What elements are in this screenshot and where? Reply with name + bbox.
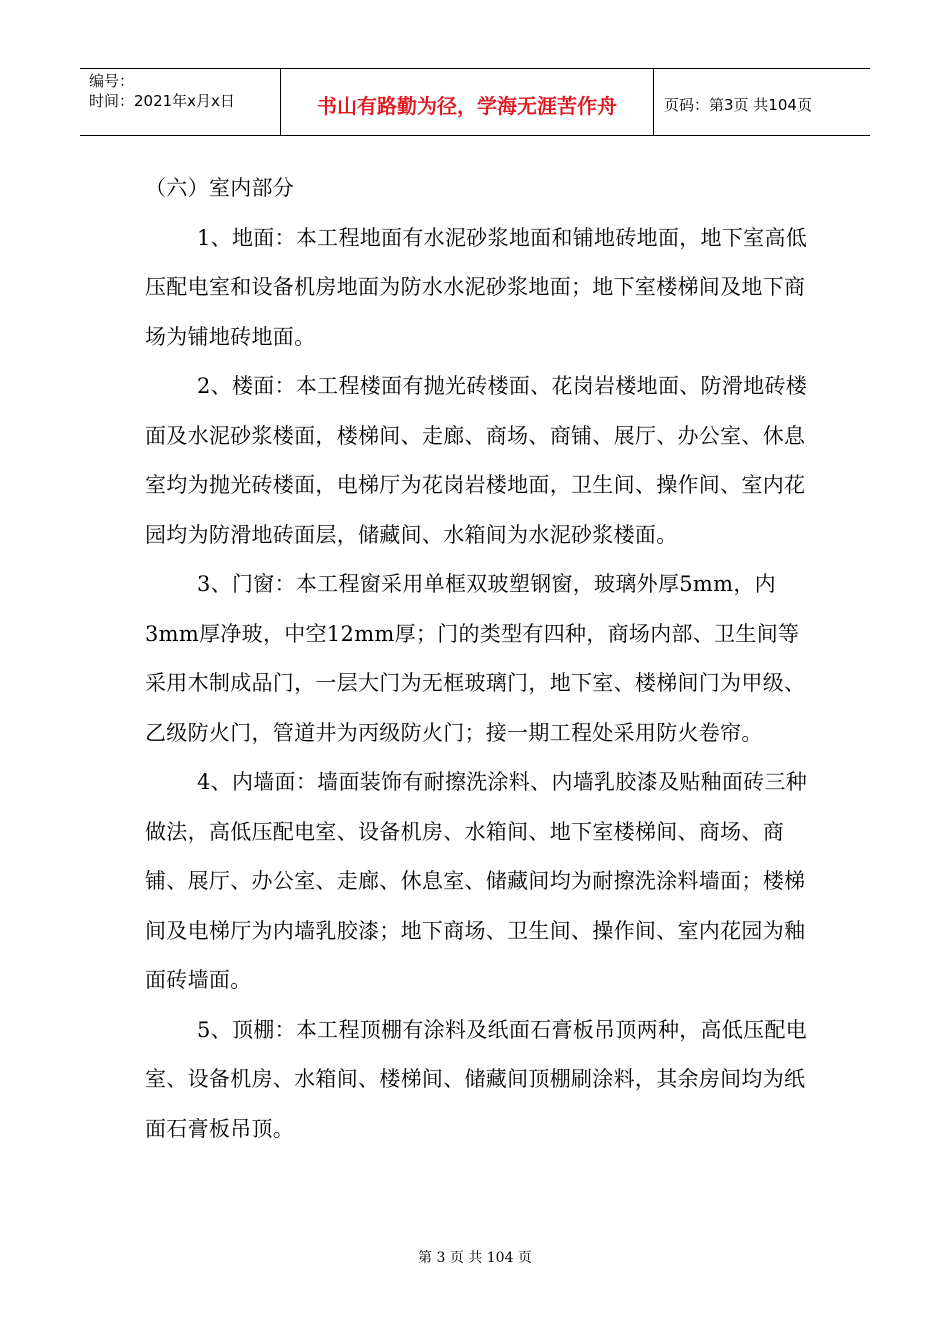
page-footer: 第 3 页 共 104 页 [418, 1250, 532, 1266]
header-meta [80, 69, 281, 135]
serial-label: 编号： [89, 72, 135, 90]
header-page-info: 页码：第3页 共104页 [664, 95, 812, 114]
paragraph-doors-windows: 3、门窗：本工程窗采用单框双玻塑钢窗，玻璃外厚5mm，内3mm厚净玻，中空12mm厚；门的类型有四种，商场内部、卫生间等采用木制成品门，一层大门为无框玻璃门，地下室、楼梯间门为甲级、乙级防火门，管道井为丙级防火门；接一期工程处采用防火卷帘。 [145, 572, 806, 745]
header-motto: 书山有路勤为径，学海无涯苦作舟 [281, 69, 654, 135]
paragraph-floor: 1、地面：本工程地面有水泥砂浆地面和铺地砖地面，地下室高低压配电室和设备机房地面为防水水泥砂浆地面；地下室楼梯间及地下商场为铺地砖地面。 [145, 225, 808, 349]
paragraph-interior-walls: 4、内墙面：墙面装饰有耐擦洗涂料、内墙乳胶漆及贴釉面砖三种做法，高低压配电室、设备机房、水箱间、地下室楼梯间、商场、商铺、展厅、办公室、走廊、休息室、储藏间均为耐擦洗涂料墙面；楼梯间及电梯厅为内墙乳胶漆；地下商场、卫生间、操作间、室内花园为釉面砖墙面。 [145, 770, 808, 992]
date-line: 时间：2021年x月x日 [89, 92, 235, 110]
document-body [145, 164, 813, 1154]
paragraph-storey-floor: 2、楼面：本工程楼面有抛光砖楼面、花岗岩楼地面、防滑地砖楼面及水泥砂浆楼面，楼梯间、走廊、商场、商铺、展厅、办公室、休息室均为抛光砖楼面，电梯厅为花岗岩楼地面，卫生间、操作间、室内花园均为防滑地砖面层，储藏间、水箱间为水泥砂浆楼面。 [145, 374, 808, 547]
page-header [80, 68, 870, 136]
paragraph-ceiling: 5、顶棚：本工程顶棚有涂料及纸面石膏板吊顶两种，高低压配电室、设备机房、水箱间、楼梯间、储藏间顶棚刷涂料，其余房间均为纸面石膏板吊顶。 [145, 1017, 808, 1141]
section-title: （六）室内部分 [145, 176, 295, 200]
